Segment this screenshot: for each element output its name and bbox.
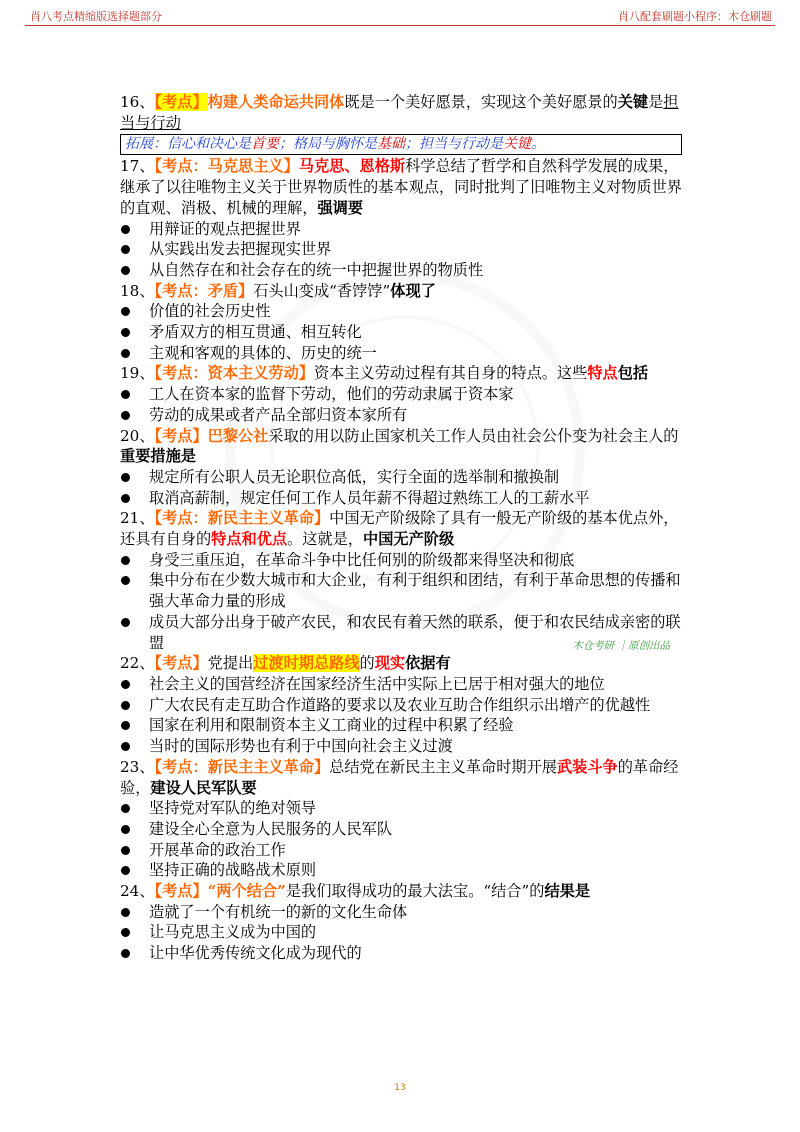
- option-item: [120, 301, 682, 322]
- bullet-icon: [121, 328, 130, 337]
- question-text: 党提出: [207, 654, 254, 673]
- option-text: 广大农民有走互助合作道路的要求以及农业互助合作组织示出增产的优越性: [149, 695, 651, 714]
- expand-box: [120, 134, 682, 155]
- question-keyword: 特点和优点: [211, 530, 288, 549]
- question-emphasis: 建设人民军队要: [150, 778, 257, 797]
- option-text: 主观和客观的具体的、历史的统一: [149, 343, 377, 362]
- option-text: 坚持党对军队的绝对领导: [149, 799, 317, 818]
- option-item: [120, 943, 682, 964]
- question-number: 24、: [120, 882, 155, 901]
- bullet-icon: [121, 245, 130, 254]
- question-17: [120, 156, 682, 218]
- option-item: [120, 840, 682, 861]
- option-list: [120, 798, 682, 881]
- bullet-icon: [121, 866, 130, 875]
- question-19: [120, 363, 682, 384]
- option-text: 让马克思主义成为中国的: [149, 923, 317, 942]
- bullet-icon: [121, 225, 130, 234]
- question-text: 是我们取得成功的最大法宝。“结合”的: [285, 882, 545, 901]
- question-23: [120, 757, 682, 798]
- question-text: 的革命经验，: [120, 757, 679, 797]
- option-item: [120, 902, 682, 923]
- option-list: [120, 902, 682, 964]
- option-item: [120, 488, 682, 509]
- question-keyword: 现实: [374, 654, 406, 673]
- option-item: [120, 384, 682, 405]
- question-emphasis: 依据有: [405, 654, 451, 673]
- bullet-icon: [121, 949, 130, 958]
- question-emphasis: 关键: [617, 93, 649, 111]
- option-item: [120, 715, 682, 736]
- question-24: [120, 881, 682, 902]
- question-emphasis: 中国无产阶级: [363, 530, 455, 549]
- expand-text: ；担当与行动是: [405, 136, 503, 153]
- question-text: 总结党在新民主主义革命时期开展: [329, 757, 557, 776]
- option-text: 从实践出发去把握现实世界: [149, 240, 332, 259]
- header-right-title: 肖八配套刷题小程序：木仓刷题: [618, 10, 772, 23]
- question-text: 资本主义劳动过程有其自身的特点。这些: [313, 364, 588, 383]
- topic-tag: 【考点】: [154, 882, 208, 901]
- expand-label: 拓展：: [125, 136, 167, 153]
- question-16: [120, 92, 682, 133]
- option-text: 让中华优秀传统文化成为现代的: [149, 944, 362, 963]
- option-item: [120, 860, 682, 881]
- option-text: 价值的社会历史性: [149, 302, 271, 321]
- topic-tag: 【考点：新民主主义革命】: [154, 509, 330, 528]
- question-answer: 担当与行动: [120, 93, 679, 132]
- option-list: [120, 384, 682, 425]
- question-text: 中国无产阶级除了具有一般无产阶级的基本优点外，还具有自身的: [120, 509, 679, 549]
- option-text: 用辩证的观点把握世界: [149, 219, 301, 238]
- header-left-title: 肖八考点精缩版选择题部分: [30, 10, 162, 23]
- option-text: 从自然存在和社会存在的统一中把握世界的物质性: [149, 260, 484, 279]
- page-content: [120, 92, 682, 964]
- bullet-icon: [121, 680, 130, 689]
- question-emphasis: 强调要: [317, 198, 363, 217]
- question-number: 17、: [120, 157, 155, 176]
- question-number: 16、: [120, 93, 155, 111]
- question-text: 是: [648, 93, 664, 111]
- option-text: 集中分布在少数大城市和大企业，有利于组织和团结，有利于革命思想的传播和强大革命力量的形成: [149, 571, 681, 611]
- question-keyword: 过渡时期总路线: [253, 654, 360, 673]
- bullet-icon: [121, 307, 130, 316]
- bullet-icon: [121, 473, 130, 482]
- question-text: 科学总结了哲学和自然科学发展的成果，继承了以往唯物主义关于世界物质性的基本观点，同时批判了旧唯物主义对物质世界的直观、消极、机械的理解，: [120, 157, 682, 217]
- bullet-icon: [121, 825, 130, 834]
- topic-tag: 【考点：资本主义劳动】: [154, 364, 314, 383]
- option-text: 取消高薪制，规定任何工作人员年薪不得超过熟练工人的工薪水平: [149, 488, 590, 507]
- expand-keyword: 首要: [251, 136, 279, 153]
- topic-tag: 【考点：矛盾】: [154, 281, 254, 300]
- page-header: [0, 0, 800, 30]
- question-emphasis: 体现了: [390, 281, 436, 300]
- bullet-icon: [121, 742, 130, 751]
- question-number: 18、: [120, 281, 155, 300]
- question-emphasis: 结果是: [544, 882, 590, 901]
- expand-text: 。: [531, 136, 545, 153]
- option-item: [120, 695, 682, 716]
- option-text: 国家在利用和限制资本主义工商业的过程中积累了经验: [149, 716, 514, 735]
- question-text: 采取的用以防止国家机关工作人员由社会公仆变为社会主人的: [268, 426, 679, 445]
- topic-tag: 【考点：马克思主义】: [154, 157, 299, 176]
- origin-stamp: 木仓考研 ｜原创出品: [572, 640, 670, 653]
- bullet-icon: [121, 349, 130, 358]
- expand-text: ；格局与胸怀是: [279, 136, 377, 153]
- bullet-icon: [121, 576, 130, 585]
- option-text: 建设全心全意为人民服务的人民军队: [149, 819, 392, 838]
- bullet-icon: [121, 701, 130, 710]
- question-text: 石头山变成“香饽饽”: [253, 281, 391, 300]
- question-keyword: 特点: [587, 364, 618, 383]
- option-item: [120, 736, 682, 757]
- page-number: 13: [394, 1083, 406, 1093]
- option-item: [120, 798, 682, 819]
- option-item: [120, 322, 682, 343]
- question-text: 既是一个美好愿景，实现这个美好愿景的: [344, 93, 618, 111]
- header-rule: [25, 25, 775, 26]
- question-21: [120, 508, 682, 549]
- option-text: 开展革命的政治工作: [149, 840, 286, 859]
- bullet-icon: [121, 846, 130, 855]
- option-text: 劳动的成果或者产品全部归资本家所有: [149, 405, 408, 424]
- bullet-icon: [121, 928, 130, 937]
- question-text: 的: [359, 654, 375, 673]
- question-22: [120, 653, 682, 674]
- question-number: 22、: [120, 654, 155, 673]
- question-keyword: 马克思、恩格斯: [298, 157, 406, 176]
- question-keyword: 巴黎公社: [207, 426, 269, 445]
- option-item: [120, 819, 682, 840]
- question-20: [120, 426, 682, 467]
- option-item: [120, 260, 682, 281]
- bullet-icon: [121, 411, 130, 420]
- option-item: [120, 405, 682, 426]
- topic-tag: 【考点】: [154, 654, 208, 673]
- topic-tag: 【考点：新民主主义革命】: [154, 757, 330, 776]
- option-text: 身受三重压迫，在革命斗争中比任何别的阶级都来得坚决和彻底: [149, 550, 575, 569]
- question-number: 20、: [120, 426, 155, 445]
- option-list: [120, 301, 682, 363]
- bullet-icon: [121, 908, 130, 917]
- question-number: 23、: [120, 757, 155, 776]
- question-emphasis: 重要措施是: [120, 447, 196, 466]
- bullet-icon: [121, 266, 130, 275]
- option-text: 坚持正确的战略战术原则: [149, 861, 317, 880]
- option-item: [120, 239, 682, 260]
- option-item: [120, 343, 682, 364]
- expand-keyword: 关键: [503, 136, 531, 153]
- option-text: 社会主义的国营经济在国家经济生活中实际上已居于相对强大的地位: [149, 674, 605, 693]
- question-keyword: 武装斗争: [556, 757, 618, 776]
- option-item: [120, 467, 682, 488]
- option-text: 工人在资本家的监督下劳动，他们的劳动隶属于资本家: [149, 385, 514, 404]
- question-text: 。这就是，: [287, 530, 363, 549]
- bullet-icon: [121, 618, 130, 627]
- bullet-icon: [121, 494, 130, 503]
- bullet-icon: [121, 804, 130, 813]
- option-text: 造就了一个有机统一的新的文化生命体: [149, 902, 408, 921]
- option-list: [120, 674, 682, 757]
- option-text: 规定所有公职人员无论职位高低，实行全面的选举制和撤换制: [149, 467, 560, 486]
- question-18: [120, 281, 682, 302]
- question-number: 21、: [120, 509, 155, 528]
- option-text: 当时的国际形势也有利于中国向社会主义过渡: [149, 737, 453, 756]
- option-item: [120, 570, 682, 611]
- option-item: [120, 550, 682, 571]
- expand-text: 信心和决心是: [167, 136, 251, 153]
- question-emphasis: 包括: [617, 364, 649, 383]
- option-text: 矛盾双方的相互贯通、相互转化: [149, 323, 362, 342]
- option-list: [120, 467, 682, 508]
- topic-tag: 【考点】: [154, 426, 208, 445]
- question-number: 19、: [120, 364, 155, 383]
- option-item: [120, 219, 682, 240]
- bullet-icon: [121, 556, 130, 565]
- bullet-icon: [121, 721, 130, 730]
- bullet-icon: [121, 390, 130, 399]
- option-item: [120, 922, 682, 943]
- option-list: [120, 550, 682, 654]
- expand-keyword: 基础: [377, 136, 405, 153]
- option-text: 成员大部分出身于破产农民，和农民有着天然的联系，便于和农民结成亲密的联盟: [149, 612, 681, 652]
- option-item: [120, 674, 682, 695]
- question-keyword: “两个结合”: [207, 882, 286, 901]
- question-keyword: 构建人类命运共同体: [207, 93, 345, 111]
- topic-tag: 【考点】: [154, 93, 208, 111]
- option-list: [120, 219, 682, 281]
